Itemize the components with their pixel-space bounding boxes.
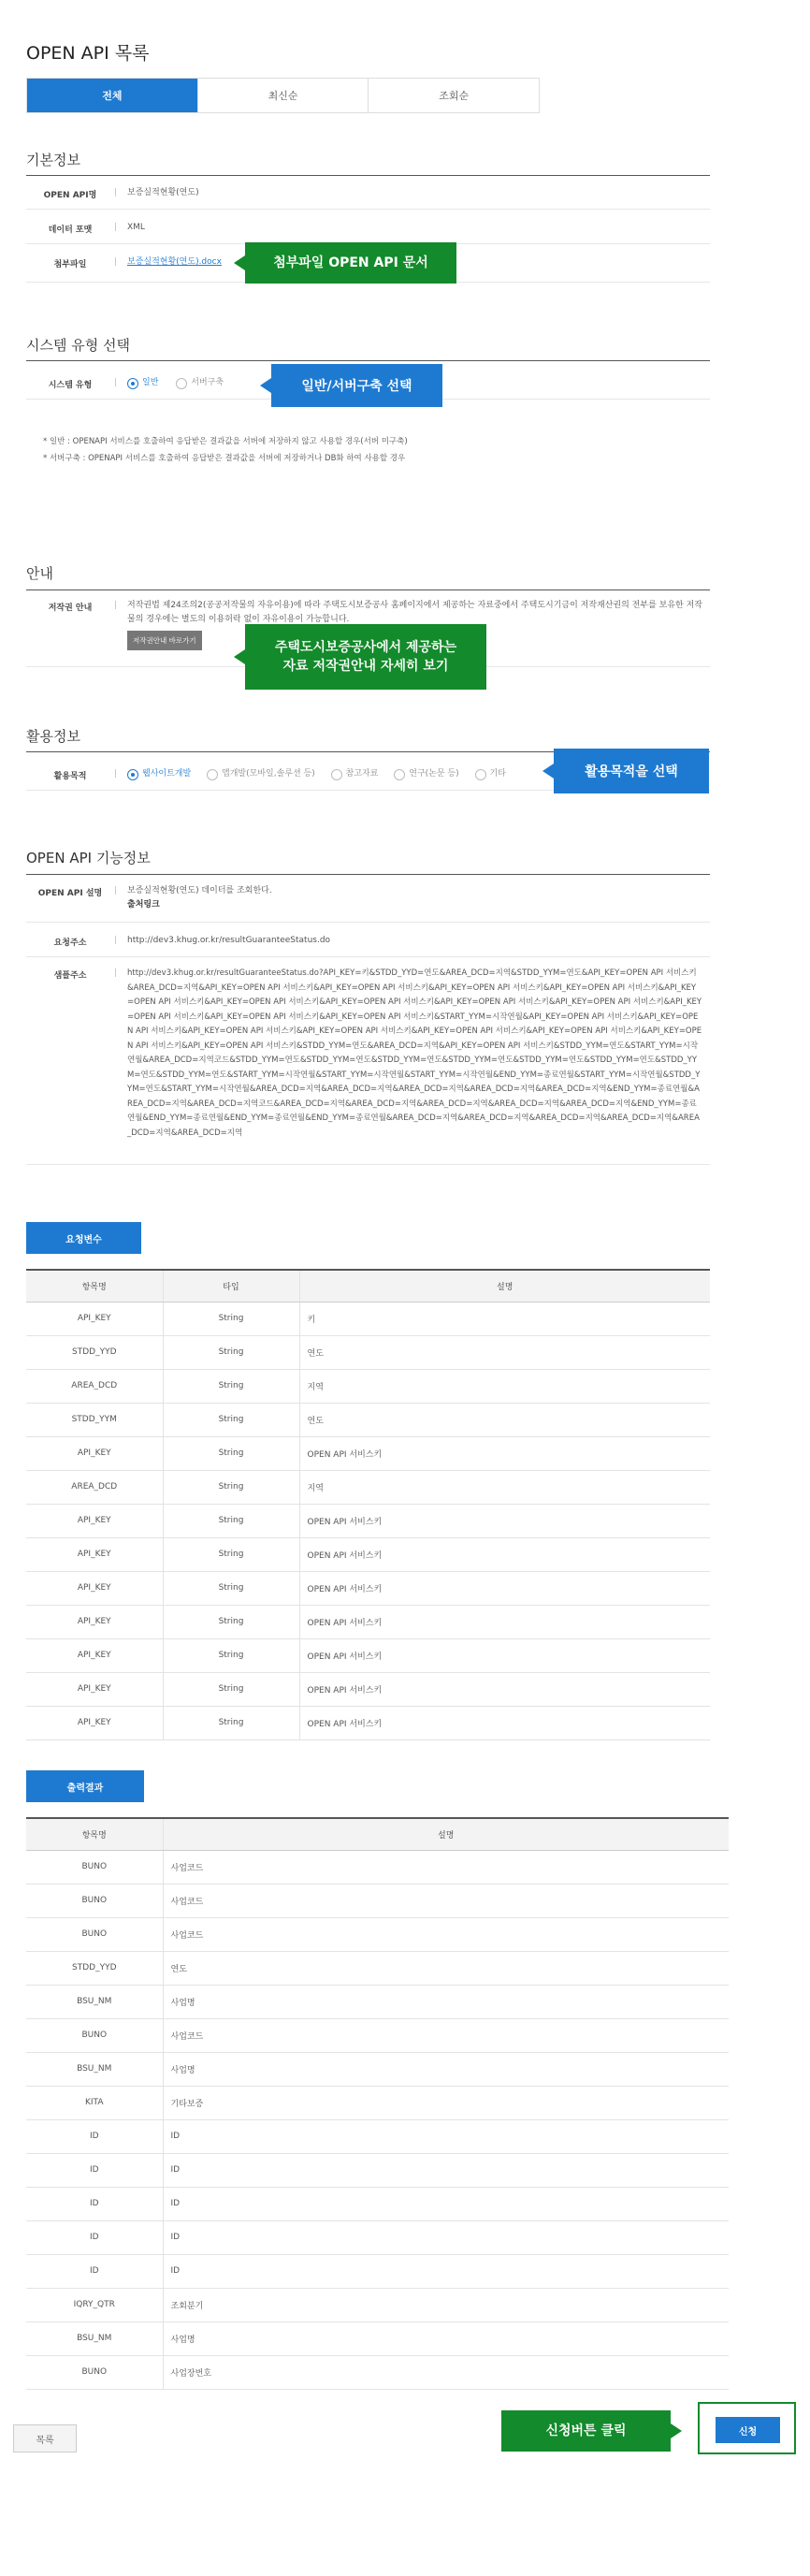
table-row: [26, 2153, 729, 2187]
table-cell: String: [163, 1369, 299, 1403]
table-cell: 연도: [299, 1335, 710, 1369]
table-cell: AREA_DCD: [26, 1470, 163, 1504]
info-label: 첨부파일: [53, 260, 87, 269]
apply-button[interactable]: 신청: [716, 2417, 780, 2443]
info-label: 요청주소: [53, 939, 87, 948]
usage-info-title: 활용정보: [26, 728, 80, 745]
page-title: OPEN API 목록: [26, 43, 150, 64]
table-cell: BSU_NM: [26, 2052, 163, 2086]
table-row: [26, 1504, 710, 1537]
table-cell: 사업코드: [163, 2018, 729, 2052]
table-cell: OPEN API 서비스키: [299, 1706, 710, 1739]
table-row: [26, 1672, 710, 1706]
table-cell: STDD_YYD: [26, 1951, 163, 1985]
radio-general[interactable]: [127, 376, 158, 390]
callout-line: 주택도시보증공사에서 제공하는: [274, 640, 457, 655]
table-cell: 사업코드: [163, 1850, 729, 1884]
table-cell: OPEN API 서비스키: [299, 1638, 710, 1672]
divider: [26, 175, 710, 176]
radio-dot: [475, 769, 486, 780]
info-row-api-name: [26, 186, 710, 200]
table-cell: 사업명: [163, 2321, 729, 2355]
table-row: [26, 2187, 729, 2220]
table-cell: ID: [26, 2254, 163, 2288]
function-info-title: OPEN API 기능정보: [26, 850, 151, 866]
request-params-badge: 요청변수: [26, 1222, 141, 1254]
table-cell: 지역: [299, 1369, 710, 1403]
output-results-table: [26, 1817, 729, 2390]
radio-reference[interactable]: [331, 767, 379, 781]
table-row: [26, 1403, 710, 1436]
source-link[interactable]: 출처링크: [127, 900, 160, 910]
table-header: [26, 1818, 729, 1850]
table-row: [26, 1537, 710, 1571]
divider: [26, 922, 710, 923]
table-cell: String: [163, 1504, 299, 1537]
table-cell: API_KEY: [26, 1706, 163, 1739]
table-cell: String: [163, 1571, 299, 1605]
table-cell: ID: [163, 2119, 729, 2153]
table-row: [26, 2018, 729, 2052]
api-description-row: [26, 884, 710, 912]
separator: |: [114, 257, 118, 267]
table-row: [26, 2288, 729, 2321]
table-cell: 사업코드: [163, 1917, 729, 1951]
divider: [26, 956, 710, 957]
table-cell: API_KEY: [26, 1537, 163, 1571]
copyright-callout: [245, 624, 486, 690]
radio-server[interactable]: [176, 376, 224, 390]
table-cell: STDD_YYD: [26, 1335, 163, 1369]
table-cell: String: [163, 1335, 299, 1369]
table-row: [26, 1638, 710, 1672]
table-cell: BUNO: [26, 1850, 163, 1884]
table-cell: 지역: [299, 1470, 710, 1504]
table-row: [26, 1884, 729, 1917]
divider: [26, 360, 710, 361]
info-label: OPEN API명: [43, 191, 97, 200]
table-cell: ID: [26, 2119, 163, 2153]
table-cell: String: [163, 1302, 299, 1335]
radio-dot: [331, 769, 342, 780]
column-header: 항목명: [26, 1818, 163, 1850]
table-cell: OPEN API 서비스키: [299, 1571, 710, 1605]
separator: |: [114, 769, 118, 779]
divider: [26, 874, 710, 875]
table-cell: String: [163, 1470, 299, 1504]
copyright-guide-button[interactable]: 저작권안내 바로가기: [127, 631, 202, 650]
sample-url: http://dev3.khug.or.kr/resultGuaranteeStatus.do?API_KEY=키&STDD_YYD=연도&AREA_DCD=지역&STDD_YYM=연도&API_KEY=OPEN API 서비스키&AREA_DCD=지역&API_KEY=OPEN API 서비스키&API_KEY=OPEN API 서비스키&API_KEY=OPEN API 서비스키&API_KEY=OPEN API 서비스키&API_KEY=OPEN API 서비스키&API_KEY=OPEN API 서비스키&API_KEY=OPEN API 서비스키&API_KEY=OPEN API 서비스키&API_KEY=OPEN API 서비스키&API_KEY=OPEN API 서비스키&API_KEY=OPEN API 서비스키&API_KEY=OPEN API 서비스키&START_YYM=시작연월&API_KEY=OPEN API 서비스키&API_KEY=OPEN API 서비스키&API_KEY=OPEN API 서비스키&API_KEY=OPEN API 서비스키&API_KEY=OPEN API 서비스키&API_KEY=OPEN API 서비스키&API_KEY=OPEN API 서비스키&API_KEY=OPEN API 서비스키&STDD_YYM=연도&AREA_DCD=지역&API_KEY=OPEN API 서비스키&STDD_YYM=연도&START_YYM=시작연월&AREA_DCD=지역코드&STDD_YYM=연도&STDD_YYM=연도&STDD_YYM=연도&STDD_YYM=연도&STDD_YYM=연도&STDD_YYM=연도&STDD_YYM=연도&STDD_YYM=연도&START_YYM=시작연월&START_YYM=시작연월&START_YYM=시작연월&END_YYM=종료연월&START_YYM=시작연월&STDD_YYM=연도&START_YYM=시작연월&AREA_DCD=지역&AREA_DCD=지역&AREA_DCD=지역&AREA_DCD=지역&AREA_DCD=지역&END_YYM=종료연월&AREA_DCD=지역&AREA_DCD=지역코드&AREA_DCD=지역&AREA_DCD=지역&AREA_DCD=지역&AREA_DCD=지역&AREA_DCD=지역&END_YYM=종료연월&END_YYM=종료연월&END_YYM=종료연월&END_YYM=종료연월&AREA_DCD=지역&AREA_DCD=지역&AREA_DCD=지역&AREA_DCD=지역&AREA_DCD=지역&AREA_DCD=지역: [127, 968, 702, 1138]
table-cell: 사업명: [163, 2052, 729, 2086]
radio-label: 일반: [142, 378, 159, 387]
table-cell: ID: [26, 2153, 163, 2187]
table-cell: 연도: [163, 1951, 729, 1985]
table-cell: OPEN API 서비스키: [299, 1504, 710, 1537]
radio-label: 웹사이트개발: [142, 769, 192, 779]
column-header: 항목명: [26, 1270, 163, 1302]
radio-label: 앱개발(모바일,솔루션 등): [222, 769, 315, 779]
divider: [26, 209, 710, 210]
table-row: [26, 1571, 710, 1605]
table-row: [26, 1436, 710, 1470]
info-label: OPEN API 설명: [37, 889, 103, 898]
column-header: 설명: [299, 1270, 710, 1302]
table-cell: OPEN API 서비스키: [299, 1672, 710, 1706]
tab-all[interactable]: 전체: [27, 79, 198, 112]
info-label: 데이터 포맷: [48, 226, 93, 235]
table-cell: BUNO: [26, 2355, 163, 2389]
request-params-table: [26, 1269, 710, 1740]
divider: [26, 589, 710, 590]
radio-dot: [127, 769, 138, 780]
system-note-server: * 서버구축 : OPENAPI 서비스를 호출하여 응답받은 결과값을 서버에 저장하거나 DB화 하여 사용할 경우: [43, 454, 406, 463]
tab-latest[interactable]: 최신순: [198, 79, 369, 112]
separator: |: [114, 188, 118, 197]
info-label: 샘플주소: [53, 971, 87, 981]
table-row: [26, 2119, 729, 2153]
guide-title: 안내: [26, 565, 53, 582]
table-cell: BSU_NM: [26, 2321, 163, 2355]
table-row: [26, 1917, 729, 1951]
table-cell: 사업코드: [163, 1884, 729, 1917]
radio-app[interactable]: [207, 767, 315, 781]
table-cell: String: [163, 1537, 299, 1571]
info-label: 시스템 유형: [48, 381, 93, 390]
table-cell: String: [163, 1638, 299, 1672]
separator: |: [114, 936, 118, 945]
radio-research[interactable]: [394, 767, 458, 781]
apply-highlight: [698, 2402, 796, 2454]
table-header: [26, 1270, 710, 1302]
column-header: 타입: [163, 1270, 299, 1302]
copyright-text: 저작권법 제24조의2(공공저작물의 자유이용)에 따라 주택도시보증공사 홈페이지에서 제공하는 자료중에서 주택도시기금이 저작재산권의 전부를 보유한 저작물의 경우에는 별도의 이용허락 없이 자유이용이 가능합니다.: [127, 601, 702, 624]
table-cell: String: [163, 1403, 299, 1436]
sort-tabs: [26, 78, 540, 113]
request-url: http://dev3.khug.or.kr/resultGuaranteeStatus.do: [127, 936, 331, 945]
request-url-row: [26, 934, 710, 948]
table-row: [26, 2254, 729, 2288]
info-value: 보증실적현황(연도): [127, 188, 199, 197]
info-row-data-format: [26, 221, 710, 235]
radio-dot: [127, 378, 138, 389]
separator: |: [114, 968, 118, 978]
apply-callout: 신청버튼 클릭: [501, 2410, 671, 2452]
info-label: 활용목적: [53, 772, 87, 781]
table-cell: STDD_YYM: [26, 1403, 163, 1436]
table-cell: KITA: [26, 2086, 163, 2119]
basic-info-title: 기본정보: [26, 152, 80, 168]
system-type-callout: 일반/서버구축 선택: [271, 364, 442, 407]
table-cell: IQRY_QTR: [26, 2288, 163, 2321]
radio-label: 참고자료: [345, 769, 379, 779]
radio-website[interactable]: [127, 767, 191, 781]
radio-etc[interactable]: [475, 767, 506, 781]
table-cell: API_KEY: [26, 1638, 163, 1672]
table-cell: BUNO: [26, 1917, 163, 1951]
table-cell: 조회분기: [163, 2288, 729, 2321]
list-button[interactable]: 목록: [13, 2424, 77, 2452]
table-cell: OPEN API 서비스키: [299, 1605, 710, 1638]
table-row: [26, 1605, 710, 1638]
table-row: [26, 1985, 729, 2018]
table-cell: 키: [299, 1302, 710, 1335]
radio-label: 연구(논문 등): [409, 769, 459, 779]
info-value: XML: [127, 223, 145, 232]
info-label: 저작권 안내: [48, 604, 93, 613]
table-row: [26, 1335, 710, 1369]
separator: |: [114, 223, 118, 232]
table-cell: String: [163, 1436, 299, 1470]
table-cell: 사업명: [163, 1985, 729, 2018]
table-cell: AREA_DCD: [26, 1369, 163, 1403]
table-cell: API_KEY: [26, 1302, 163, 1335]
system-type-title: 시스템 유형 선택: [26, 337, 130, 354]
api-description: [127, 884, 710, 912]
table-cell: API_KEY: [26, 1605, 163, 1638]
table-cell: OPEN API 서비스키: [299, 1537, 710, 1571]
table-cell: ID: [163, 2153, 729, 2187]
table-cell: ID: [26, 2187, 163, 2220]
output-results-badge: 출력결과: [26, 1770, 144, 1802]
table-row: [26, 1951, 729, 1985]
table-cell: 사업장번호: [163, 2355, 729, 2389]
radio-dot: [394, 769, 405, 780]
table-cell: BSU_NM: [26, 1985, 163, 2018]
table-cell: 기타보증: [163, 2086, 729, 2119]
table-row: [26, 2321, 729, 2355]
callout-line: 자료 저작권안내 자세히 보기: [282, 659, 449, 674]
table-cell: API_KEY: [26, 1436, 163, 1470]
table-cell: String: [163, 1672, 299, 1706]
table-cell: String: [163, 1706, 299, 1739]
table-cell: 연도: [299, 1403, 710, 1436]
table-row: [26, 1369, 710, 1403]
radio-label: 기타: [489, 769, 506, 779]
divider: [26, 1164, 710, 1165]
table-row: [26, 2355, 729, 2389]
tab-views[interactable]: 조회순: [369, 79, 539, 112]
separator: |: [114, 378, 118, 387]
system-note-general: * 일반 : OPENAPI 서비스를 호출하여 응답받은 결과값을 서버에 저장하지 않고 사용할 경우(서버 미구축): [43, 437, 408, 446]
table-row: [26, 2052, 729, 2086]
separator: |: [114, 886, 118, 895]
table-cell: OPEN API 서비스키: [299, 1436, 710, 1470]
api-description-text: 보증실적현황(연도) 데이터를 조회한다.: [127, 886, 272, 895]
table-row: [26, 1470, 710, 1504]
table-cell: API_KEY: [26, 1504, 163, 1537]
table-row: [26, 2220, 729, 2254]
table-cell: ID: [163, 2220, 729, 2254]
table-row: [26, 1302, 710, 1335]
table-cell: ID: [26, 2220, 163, 2254]
attachment-link[interactable]: 보증실적현황(연도).docx: [127, 257, 222, 267]
table-row: [26, 1850, 729, 1884]
column-header: 설명: [163, 1818, 729, 1850]
attachment-callout: 첨부파일 OPEN API 문서: [245, 242, 456, 284]
table-cell: BUNO: [26, 1884, 163, 1917]
usage-callout: 활용목적을 선택: [554, 749, 709, 793]
separator: |: [114, 601, 118, 610]
table-cell: ID: [163, 2254, 729, 2288]
table-cell: BUNO: [26, 2018, 163, 2052]
table-cell: String: [163, 1605, 299, 1638]
table-cell: API_KEY: [26, 1571, 163, 1605]
radio-label: 서버구축: [191, 378, 224, 387]
sample-url-row: [26, 967, 710, 1141]
table-cell: ID: [163, 2187, 729, 2220]
table-row: [26, 2086, 729, 2119]
table-row: [26, 1706, 710, 1739]
radio-dot: [207, 769, 218, 780]
radio-dot: [176, 378, 187, 389]
table-cell: API_KEY: [26, 1672, 163, 1706]
